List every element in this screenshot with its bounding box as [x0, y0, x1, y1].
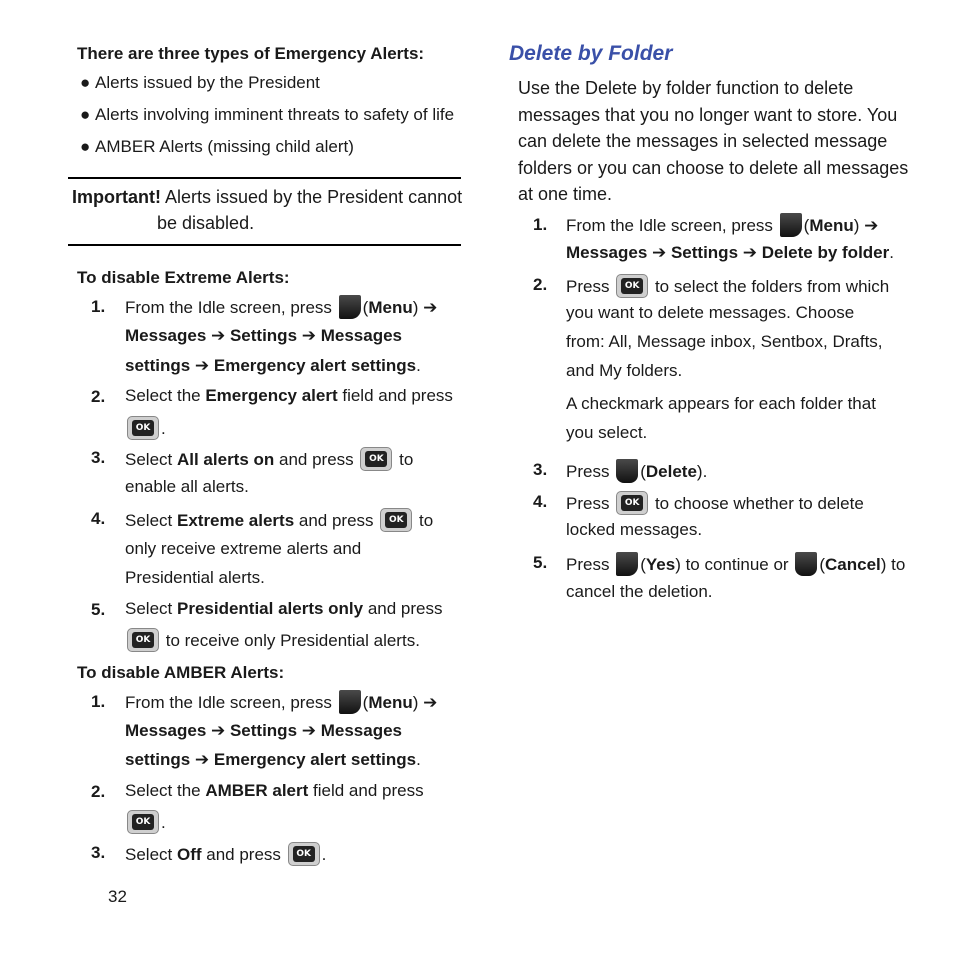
step-number: 5. — [91, 600, 106, 619]
section-heading: Delete by Folder — [509, 42, 673, 65]
step-number: 2. — [91, 782, 106, 801]
amber-step-3: Select Off and press OK . — [125, 842, 326, 866]
delete-step-2-cont: you want to delete messages. Choose — [566, 303, 855, 322]
delete-step-2: Press OK to select the folders from which — [566, 274, 889, 298]
ok-key-icon — [360, 447, 392, 471]
extreme-heading: To disable Extreme Alerts: — [77, 268, 290, 287]
extreme-step-4-cont: only receive extreme alerts and — [125, 539, 362, 558]
step-number: 1. — [91, 692, 106, 711]
extreme-step-3: Select All alerts on and press OK to — [125, 447, 413, 471]
extreme-step-4: Select Extreme alerts and press OK to — [125, 508, 433, 532]
intro-line: Use the Delete by folder function to delete — [518, 78, 854, 98]
extreme-step-1-path: Messages ➔ Settings ➔ Messages — [125, 326, 402, 345]
right-softkey-icon — [795, 552, 817, 576]
delete-step-2-cont: from: All, Message inbox, Sentbox, Drafts, — [566, 332, 883, 351]
bullet-item: ● Alerts involving imminent threats to safety of life — [80, 105, 455, 124]
bullet-icon: ● — [80, 73, 91, 92]
amber-step-1-path-2: settings ➔ Emergency alert settings. — [125, 750, 421, 769]
divider — [68, 177, 461, 179]
delete-step-1: From the Idle screen, press (Menu) ➔ — [566, 213, 878, 237]
left-softkey-icon — [780, 213, 802, 237]
important-note-cont: be disabled. — [157, 213, 255, 233]
delete-step-4-cont: locked messages. — [566, 520, 703, 539]
step-number: 3. — [91, 843, 106, 862]
extreme-step-2: Select the Emergency alert field and press — [125, 386, 453, 405]
page-number: 32 — [108, 887, 127, 906]
step-number: 4. — [533, 492, 548, 511]
right-softkey-icon — [616, 459, 638, 483]
extreme-step-4-cont-2: Presidential alerts. — [125, 568, 265, 587]
bullet-icon: ● — [80, 105, 91, 124]
amber-step-1-path: Messages ➔ Settings ➔ Messages — [125, 721, 402, 740]
important-note: Important! Alerts issued by the President cannot — [72, 187, 463, 207]
extreme-step-5: Select Presidential alerts only and press — [125, 599, 443, 618]
left-softkey-icon — [616, 552, 638, 576]
extreme-step-1-path-2: settings ➔ Emergency alert settings. — [125, 356, 421, 375]
amber-heading: To disable AMBER Alerts: — [77, 663, 285, 682]
amber-step-2-key: OK. — [125, 810, 166, 834]
step-number: 1. — [91, 297, 106, 316]
amber-step-1: From the Idle screen, press (Menu) ➔ — [125, 690, 437, 714]
ok-key-icon — [616, 491, 648, 515]
bullet-item: ● Alerts issued by the President — [80, 73, 320, 92]
ok-key-icon — [616, 274, 648, 298]
intro-line: can delete the messages in selected message — [518, 131, 888, 151]
left-softkey-icon — [339, 690, 361, 714]
delete-step-4: Press OK to choose whether to delete — [566, 491, 864, 515]
step-number: 2. — [533, 275, 548, 294]
intro-line: messages that you no longer want to store. You — [518, 105, 898, 125]
delete-step-2-note: A checkmark appears for each folder that — [566, 394, 876, 413]
intro-line: at one time. — [518, 184, 613, 204]
step-number: 1. — [533, 215, 548, 234]
ok-key-icon — [288, 842, 320, 866]
delete-step-2-note: you select. — [566, 423, 648, 442]
ok-key-icon — [380, 508, 412, 532]
ok-key-icon — [127, 628, 159, 652]
delete-step-1-path: Messages ➔ Settings ➔ Delete by folder. — [566, 243, 894, 262]
delete-step-5-cont: cancel the deletion. — [566, 582, 713, 601]
intro-line: folders or you can choose to delete all messages — [518, 158, 909, 178]
divider — [68, 244, 461, 246]
delete-step-5: Press (Yes) to continue or (Cancel) to — [566, 552, 905, 576]
extreme-step-5-cont: OK to receive only Presidential alerts. — [125, 628, 420, 652]
amber-step-2: Select the AMBER alert field and press — [125, 781, 424, 800]
bullet-icon: ● — [80, 137, 91, 156]
ok-key-icon — [127, 416, 159, 440]
delete-step-2-cont: and My folders. — [566, 361, 683, 380]
step-number: 2. — [91, 387, 106, 406]
ok-key-icon — [127, 810, 159, 834]
extreme-step-1: From the Idle screen, press (Menu) ➔ — [125, 295, 437, 319]
extreme-step-3-cont: enable all alerts. — [125, 477, 249, 496]
step-number: 3. — [533, 460, 548, 479]
step-number: 3. — [91, 448, 106, 467]
types-heading: There are three types of Emergency Alerts: — [77, 44, 425, 63]
left-softkey-icon — [339, 295, 361, 319]
step-number: 4. — [91, 509, 106, 528]
bullet-item: ● AMBER Alerts (missing child alert) — [80, 137, 354, 156]
extreme-step-2-key: OK. — [125, 416, 166, 440]
delete-step-3: Press (Delete). — [566, 459, 707, 483]
step-number: 5. — [533, 553, 548, 572]
